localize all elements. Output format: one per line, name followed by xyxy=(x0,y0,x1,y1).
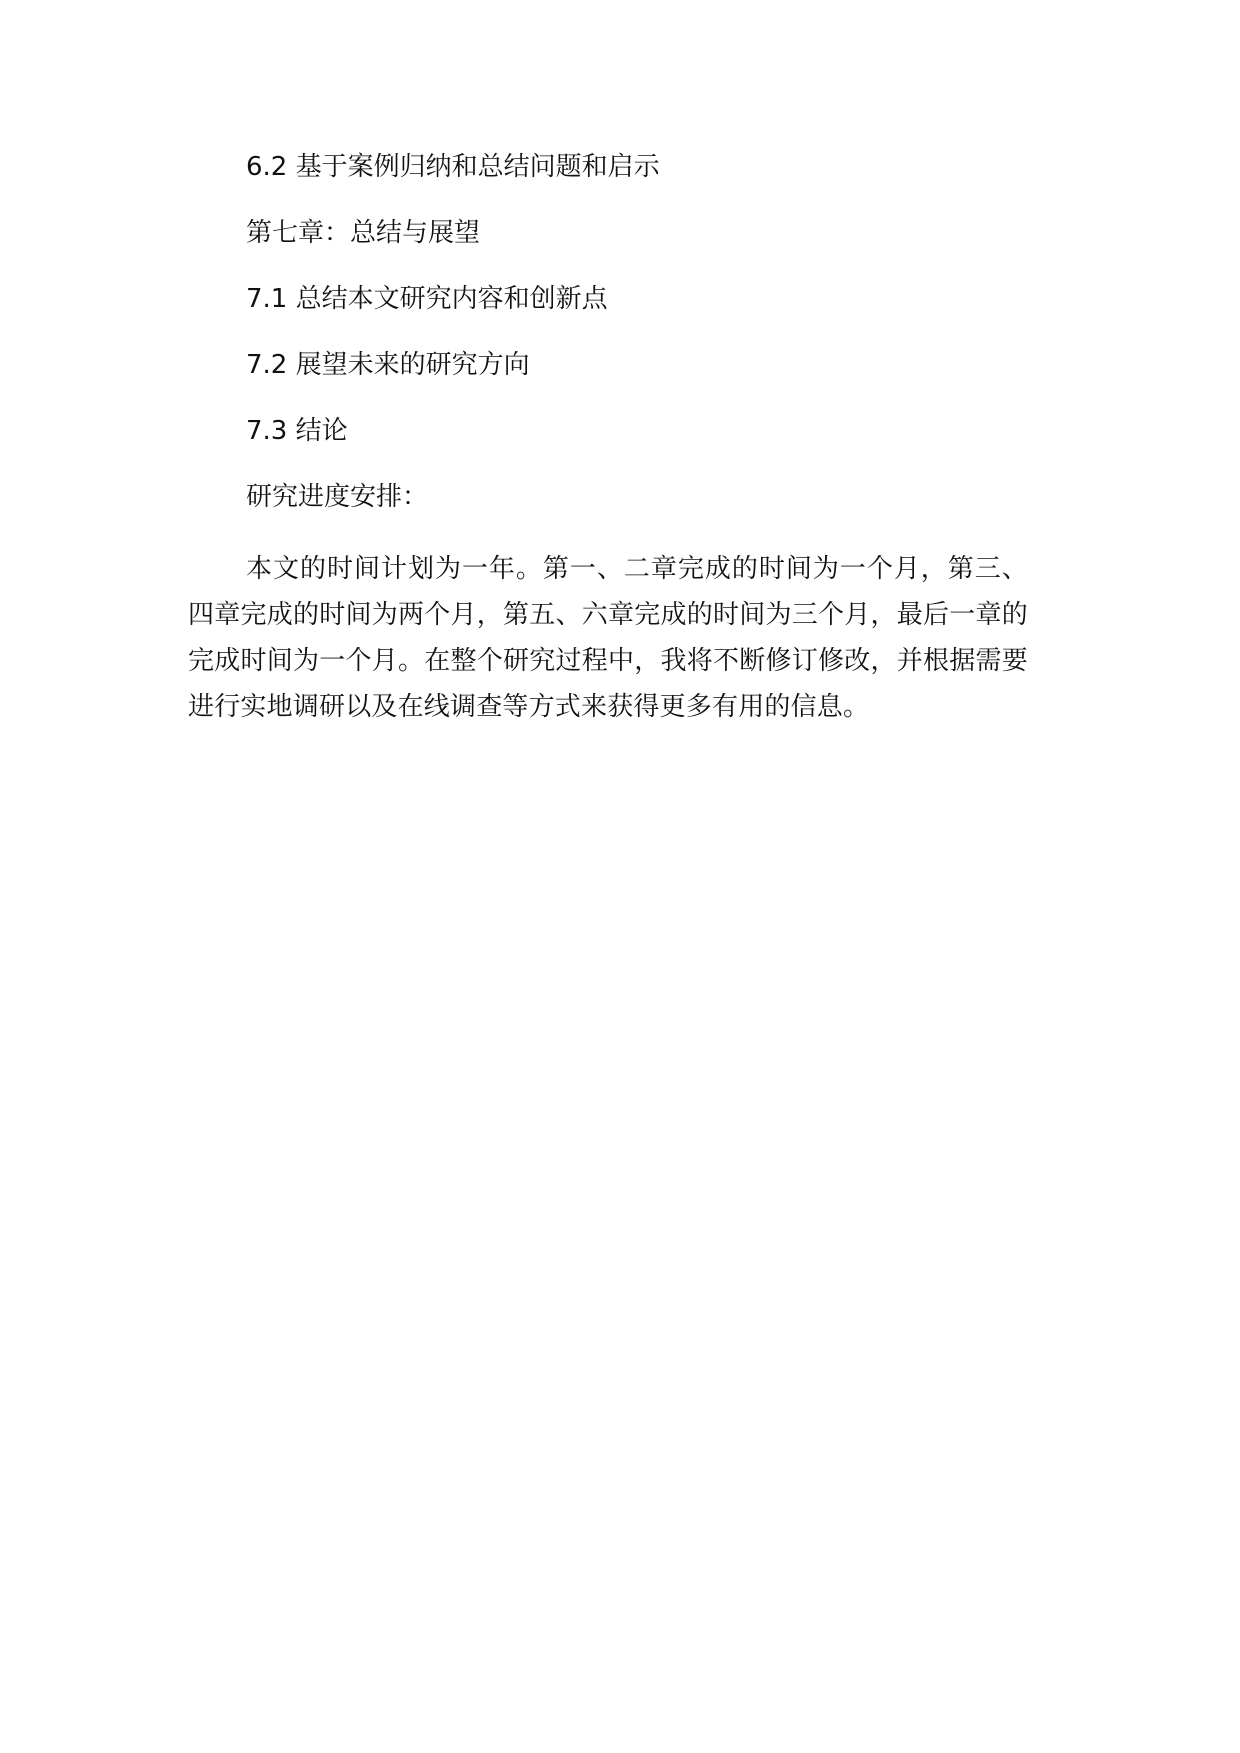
section-heading-7-1: 7.1 总结本文研究内容和创新点 xyxy=(246,284,608,314)
schedule-heading: 研究进度安排： xyxy=(246,482,429,512)
chapter-heading-7: 第七章：总结与展望 xyxy=(246,218,481,248)
section-heading-6-2: 6.2 基于案例归纳和总结问题和启示 xyxy=(246,152,660,182)
section-heading-7-3: 7.3 结论 xyxy=(246,416,348,446)
document-content xyxy=(188,150,1028,730)
section-heading-7-2: 7.2 展望未来的研究方向 xyxy=(246,350,530,380)
schedule-paragraph: 本文的时间计划为一年。第一、二章完成的时间为一个月，第三、四章完成的时间为两个月，第五、六章完成的时间为三个月，最后一章的完成时间为一个月。在整个研究过程中，我将不断修订修改，并根据需要进行实地调研以及在线调查等方式来获得更多有用的信息。 xyxy=(188,554,1028,722)
